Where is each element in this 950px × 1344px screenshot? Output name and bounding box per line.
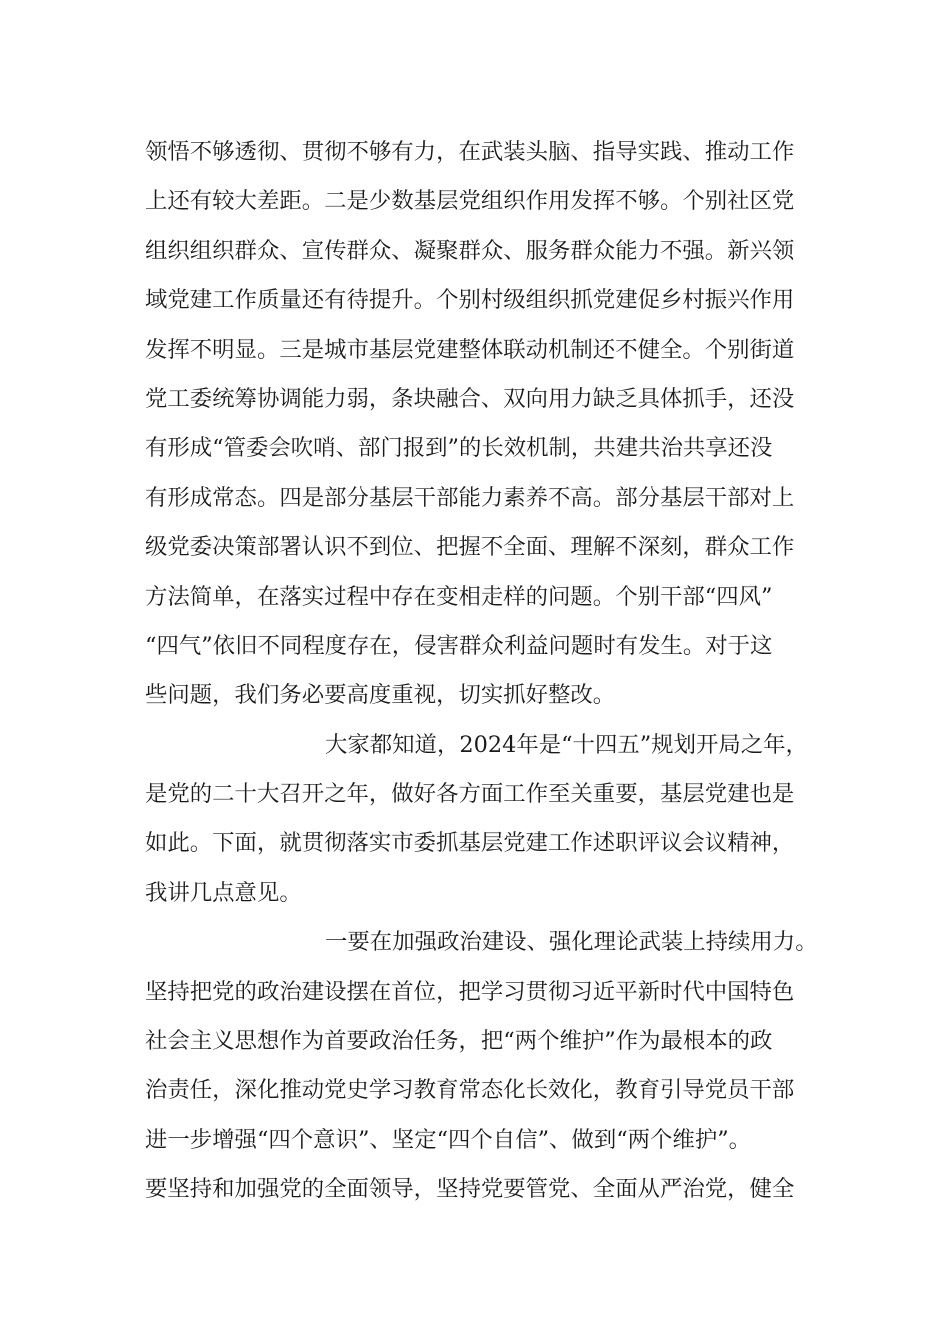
text-line: 有形成常态。四是部分基层干部能力素养不高。部分基层干部对上 [145, 484, 795, 511]
text-line: 我讲几点意见。 [145, 879, 302, 906]
text-line: 发挥不明显。三是城市基层党建整体联动机制还不健全。个别街道 [145, 336, 795, 363]
text-line: 领悟不够透彻、贯彻不够有力，在武装头脑、指导实践、推动工作 [145, 139, 795, 165]
text-line: “四气”依旧不同程度存在，侵害群众利益问题时有发生。对于这 [145, 632, 773, 659]
text-line: 上还有较大差距。二是少数基层党组织作用发挥不够。个别社区党 [145, 188, 795, 215]
text-line: 组织组织群众、宣传群众、凝聚群众、服务群众能力不强。新兴领 [145, 237, 795, 264]
text-line: 治责任，深化推动党史学习教育常态化长效化，教育引导党员干部 [145, 1077, 795, 1104]
text-line: 域党建工作质量还有待提升。个别村级组织抓党建促乡村振兴作用 [145, 287, 795, 314]
text-line: 要坚持和加强党的全面领导，坚持党要管党、全面从严治党，健全 [145, 1176, 795, 1203]
text-line: 党工委统筹协调能力弱，条块融合、双向用力缺乏具体抓手，还没 [145, 385, 795, 412]
paragraph-introduction [145, 721, 845, 919]
text-line: 些问题，我们务必要高度重视，切实抓好整改。 [145, 682, 616, 709]
text-line: 大家都知道，2024年是“十四五”规划开局之年， [325, 731, 808, 758]
text-line: 方法简单，在落实过程中存在变相走样的问题。个别干部“四风” [145, 583, 773, 610]
text-line: 有形成“管委会吹哨、部门报到”的长效机制，共建共治共享还没 [145, 435, 773, 462]
text-line: 如此。下面，就贯彻落实市委抓基层党建工作述职评议会议精神， [145, 830, 795, 857]
paragraph-political-construction [145, 918, 845, 1214]
text-line: 级党委决策部署认识不到位、把握不全面、理解不深刻，群众工作 [145, 534, 795, 561]
text-line: 进一步增强“四个意识”、坚定“四个自信”、做到“两个维护”。 [145, 1126, 752, 1153]
text-line: 一要在加强政治建设、强化理论武装上持续用力。 [325, 929, 818, 956]
text-line: 坚持把党的政治建设摆在首位，把学习贯彻习近平新时代中国特色 [145, 978, 795, 1005]
paragraph-problems [145, 128, 845, 721]
document-body [145, 128, 845, 1215]
text-line: 社会主义思想作为首要政治任务，把“两个维护”作为最根本的政 [145, 1028, 773, 1055]
text-line: 是党的二十大召开之年，做好各方面工作至关重要，基层党建也是 [145, 781, 795, 808]
